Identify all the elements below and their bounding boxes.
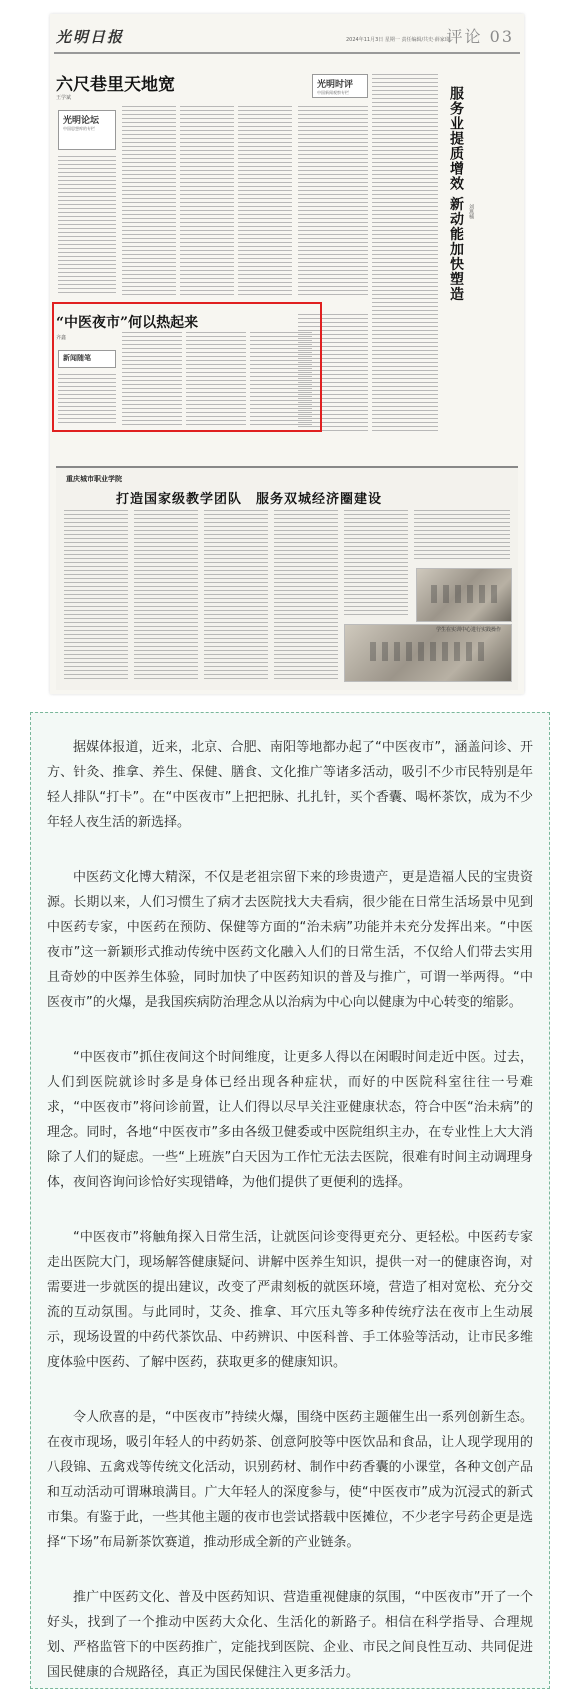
article-paragraph: 推广中医药文化、普及中医药知识、营造重视健康的氛围，“中医夜市”开了一个好头，找到了一个推动中医药大众化、生活化的新路子。相信在科学指导、合理规划、严格监管下的中医药推广，定能找到医院、企业、市民之间良性互动、共同促进国民健康的合规路径，真正为国民保健注入更多活力。 xyxy=(47,1590,533,1680)
text-column xyxy=(298,106,368,296)
ad-school-name: 重庆城市职业学院 xyxy=(66,475,122,483)
text-column xyxy=(204,510,268,682)
text-column xyxy=(414,510,510,562)
masthead xyxy=(50,14,524,60)
article-paragraph: 据媒体报道，近来，北京、合肥、南阳等地都办起了“中医夜市”，涵盖问诊、开方、针灸、推拿、养生、保健、膳食、文化推广等诸多活动，吸引不少市民特别是年轻人排队“打卡”。在“中医夜市”上把把脉、扎扎针，买个香囊、喝杯茶饮，成为不少年轻人夜生活的新选择。 xyxy=(47,740,533,830)
tcm-headline: “中医夜市”何以热起来 xyxy=(56,315,199,331)
lead-headline: 六尺巷里天地宽 xyxy=(56,75,175,95)
text-column xyxy=(180,106,234,296)
tcm-badge: 新闻随笔 xyxy=(58,350,116,368)
commentary-badge-subtitle: 中国新闻观察专栏 xyxy=(317,90,349,95)
text-column xyxy=(372,74,438,434)
forum-badge-title: 光明论坛 xyxy=(63,116,100,126)
forum-badge xyxy=(58,110,116,150)
masthead-logo: 光明日报 xyxy=(56,28,125,46)
commentary-badge xyxy=(312,74,368,98)
text-column xyxy=(122,106,176,296)
masthead-rule xyxy=(54,52,520,54)
ad-photo-1 xyxy=(416,568,512,622)
tcm-byline: 齐鑫 xyxy=(56,335,67,341)
text-column xyxy=(134,510,198,682)
masthead-date: 2024年11月3日 星期一 责任编辑/共史·薛家琦 xyxy=(346,37,450,43)
ad-headline: 打造国家级教学团队 服务双城经济圈建设 xyxy=(116,492,383,507)
photo-caption: 学生在实训中心进行实践操作 xyxy=(436,627,502,633)
commentary-badge-title: 光明时评 xyxy=(317,80,354,90)
advertorial-block xyxy=(56,466,518,690)
text-column xyxy=(58,156,116,296)
section-label: 评论 03 xyxy=(446,27,514,46)
forum-badge-subtitle: 中国思想库的专栏 xyxy=(63,126,95,131)
page-number: 03 xyxy=(489,27,514,46)
text-column xyxy=(64,510,128,682)
vertical-byline: 刘燕楠 xyxy=(468,204,474,219)
vertical-headline: 服务业提质增效 新动能加快塑造 xyxy=(448,86,464,302)
article-paragraph: “中医夜市”将触角探入日常生活，让就医问诊变得更充分、更轻松。中医药专家走出医院大门，现场解答健康疑问、讲解中医养生知识，提供一对一的健康咨询，对需要进一步就医的提出建议，改变了严肃刻板的就医环境，营造了相对宽松、充分交流的互动氛围。与此同时，艾灸、推拿、耳穴压丸等多种传统疗法在夜市上生动展示，现场设置的中药代茶饮品、中药辨识、中医科普、手工体验等活动，让市民多维度体验中医药、了解中医药，获取更多的健康知识。 xyxy=(47,1230,533,1370)
article-paragraph: 中医药文化博大精深，不仅是老祖宗留下来的珍贵遗产，更是造福人民的宝贵资源。长期以来，人们习惯生了病才去医院找大夫看病，很少能在日常生活场景中见到中医药专家，中医药在预防、保健等方面的“治未病”功能并未充分发挥出来。“中医夜市”这一新颖形式推动传统中医药文化融入人们的日常生活，不仅给人们带去实用且奇妙的中医养生体验，同时加快了中医药知识的普及与推广，可谓一举两得。“中医夜市”的火爆，是我国疾病防治理念从以治病为中心向以健康为中心转变的缩影。 xyxy=(47,870,533,1010)
text-column xyxy=(274,510,338,682)
text-column xyxy=(344,510,408,618)
article-paragraph: 令人欣喜的是，“中医夜市”持续火爆，围绕中医药主题催生出一系列创新生态。在夜市现场，吸引年轻人的中药奶茶、创意阿胶等中医饮品和食品，让人现学现用的八段锦、五禽戏等传统文化活动，识别药材、制作中药香囊的小课堂，各种文创产品和互动活动可谓琳琅满目。广大年轻人的深度参与，使“中医夜市”成为沉浸式的新式市集。有鉴于此，一些其他主题的夜市也尝试搭载中医摊位，不少老字号药企更是选择“下场”布局新茶饮赛道，推动形成全新的产业链条。 xyxy=(47,1410,533,1550)
lead-byline: 王学斌 xyxy=(56,95,72,101)
article-paragraph: “中医夜市”抓住夜间这个时间维度，让更多人得以在闲暇时间走近中医。过去，人们到医院就诊时多是身体已经出现各种症状，而好的中医院科室往往一号难求，“中医夜市”将问诊前置，让人们得以尽早关注亚健康状态，符合中医“治未病”的理念。同时，各地“中医夜市”多由各级卫健委或中医院组织主办，在专业性上大大消除了人们的疑虑。一些“上班族”白天因为工作忙无法去医院，很难有时间主动调理身体，夜间咨询问诊恰好实现错峰，为他们提供了更便利的选择。 xyxy=(47,1050,533,1190)
highlight-frame xyxy=(52,302,322,432)
text-column xyxy=(238,106,292,296)
article-box xyxy=(30,712,550,1689)
